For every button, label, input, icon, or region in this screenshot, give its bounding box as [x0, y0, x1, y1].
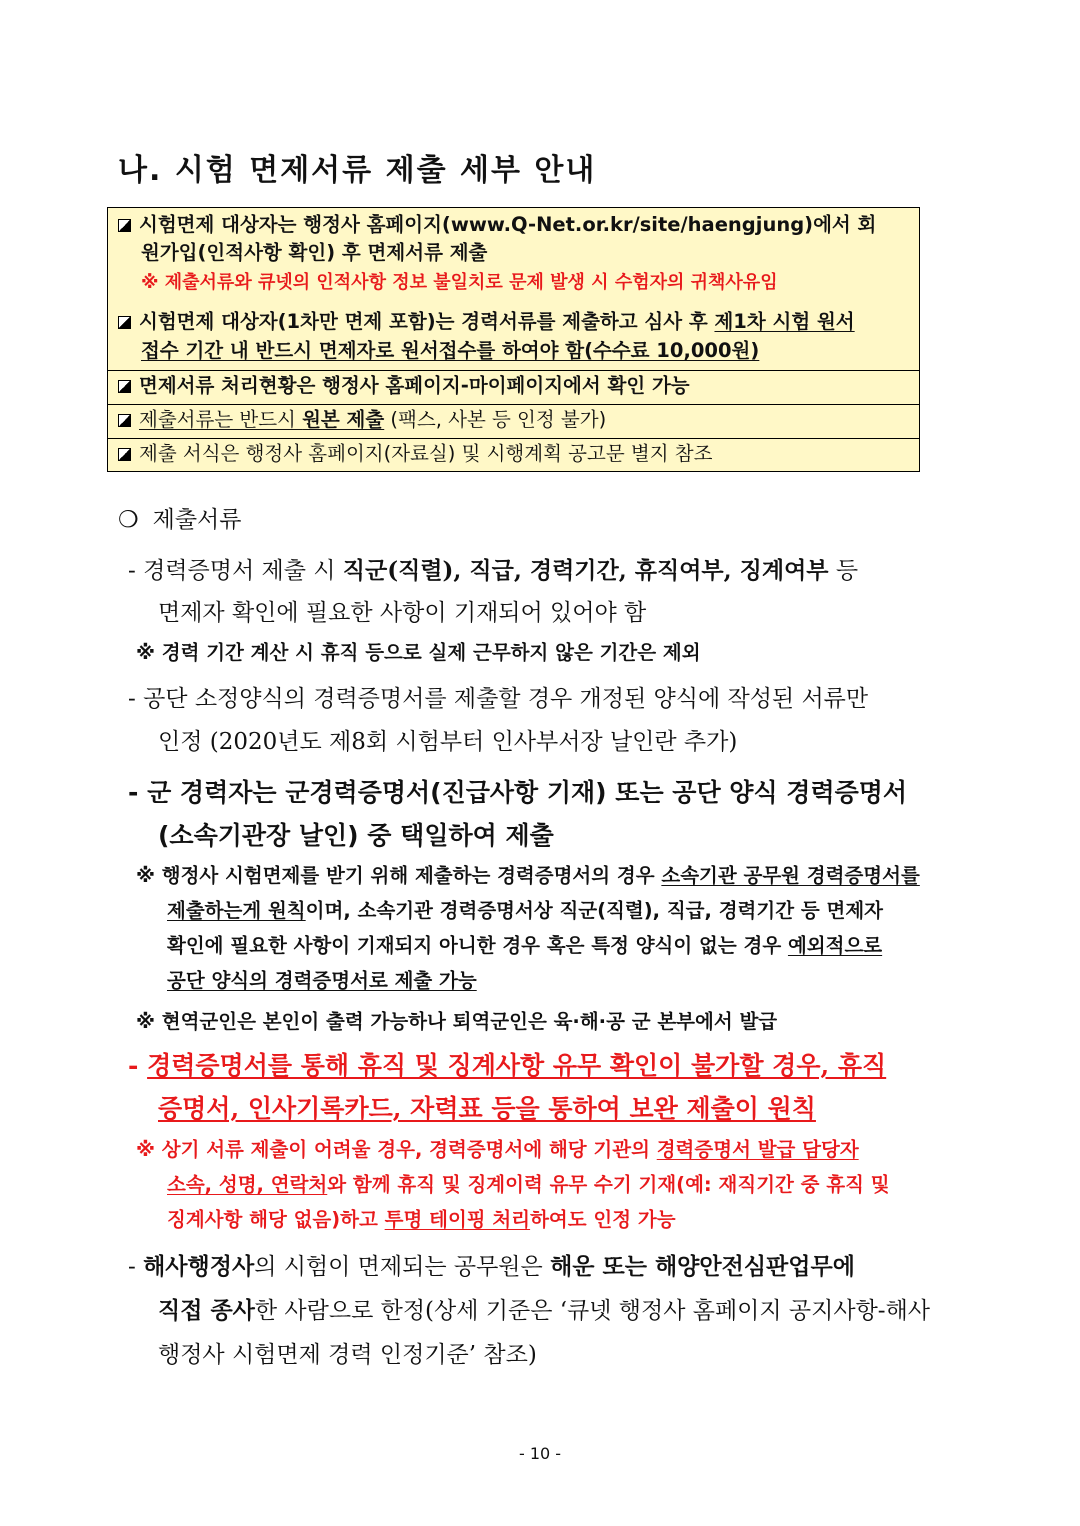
note-2-line-1: ※ 행정사 시험면제를 받기 위해 제출하는 경력증명서의 경우 소속기관 공무원 경력증명서를 [136, 864, 920, 887]
checkbox-square-icon [118, 380, 131, 393]
item-5-line-3: 행정사 시험면제 경력 인정기준’ 참조) [158, 1342, 537, 1368]
divider [108, 438, 919, 439]
section-title: 나. 시험 면제서류 제출 세부 안내 [118, 153, 597, 188]
notice-warning: ※ 제출서류와 큐넷의 인적사항 정보 불일치로 문제 발생 시 수험자의 귀책사유임 [141, 272, 778, 293]
note-2-line-4: 공단 양식의 경력증명서로 제출 가능 [167, 969, 477, 992]
item-5-line-2: 직접 종사한 사람으로 한정(상세 기준은 ‘큐넷 행정사 홈페이지 공지사항-해사 [158, 1297, 931, 1324]
note-2-line-2: 제출하는게 원칙이며, 소속기관 경력증명서상 직군(직렬), 직급, 경력기간 등 면제자 [167, 899, 883, 922]
note-4-line-3: 징계사항 해당 없음)하고 투명 테이핑 처리하여도 인정 가능 [167, 1208, 676, 1231]
checkbox-square-icon [118, 219, 131, 232]
notice-item-1: 시험면제 대상자는 행정사 홈페이지(www.Q-Net.or.kr/site/haengjung)에서 회 [118, 212, 876, 238]
notice-box [107, 207, 920, 472]
item-2-line-2: 인정 (2020년도 제8회 시험부터 인사부서장 날인란 추가) [158, 729, 738, 755]
checkbox-square-icon [118, 448, 131, 461]
circle-bullet-icon: ❍ [118, 507, 139, 533]
item-1-line-2: 면제자 확인에 필요한 사항이 기재되어 있어야 함 [158, 600, 647, 626]
note-4-line-1: ※ 상기 서류 제출이 어려울 경우, 경력증명서에 해당 기관의 경력증명서 발급 담당자 [136, 1138, 859, 1161]
notice-item-2-cont: 접수 기간 내 반드시 면제자로 원서접수를 하여야 함(수수료 10,000원) [141, 339, 760, 362]
subsection-heading: ❍ 제출서류 [118, 507, 242, 533]
item-2-line-1: - 공단 소정양식의 경력증명서를 제출할 경우 개정된 양식에 작성된 서류만 [128, 686, 869, 712]
note-2-line-3: 확인에 필요한 사항이 기재되지 아니한 경우 혹은 특정 양식이 없는 경우 예외적으로 [167, 934, 883, 957]
checkbox-square-icon [118, 414, 131, 427]
notice-item-5: 제출 서식은 행정사 홈페이지(자료실) 및 시행계획 공고문 별지 참조 [118, 441, 712, 467]
item-4-line-1: - 경력증명서를 통해 휴직 및 징계사항 유무 확인이 불가할 경우, 휴직 [128, 1051, 887, 1080]
item-3-line-2: (소속기관장 날인) 중 택일하여 제출 [158, 821, 554, 850]
note-3: ※ 현역군인은 본인이 출력 가능하나 퇴역군인은 육·해·공 군 본부에서 발급 [136, 1010, 778, 1033]
page-number: - 10 - [518, 1444, 562, 1463]
divider [108, 404, 919, 405]
notice-item-3: 면제서류 처리현황은 행정사 홈페이지-마이페이지에서 확인 가능 [118, 373, 690, 399]
checkbox-square-icon [118, 316, 131, 329]
notice-item-1-cont: 원가입(인적사항 확인) 후 면제서류 제출 [141, 241, 488, 264]
item-5-line-1: - 해사행정사의 시험이 면제되는 공무원은 해운 또는 해양안전심판업무에 [128, 1253, 855, 1280]
notice-item-2: 시험면제 대상자(1차만 면제 포함)는 경력서류를 제출하고 심사 후 제1차 시험 원서 [118, 309, 855, 335]
item-4-line-2: 증명서, 인사기록카드, 자력표 등을 통하여 보완 제출이 원칙 [158, 1094, 816, 1123]
item-1-line-1: - 경력증명서 제출 시 직군(직렬), 직급, 경력기간, 휴직여부, 징계여부 등 [128, 557, 859, 584]
notice-item-4: 제출서류는 반드시 원본 제출 (팩스, 사본 등 인정 불가) [118, 407, 606, 433]
divider [108, 370, 919, 371]
item-3-line-1: - 군 경력자는 군경력증명서(진급사항 기재) 또는 공단 양식 경력증명서 [128, 778, 908, 807]
note-1: ※ 경력 기간 계산 시 휴직 등으로 실제 근무하지 않은 기간은 제외 [136, 641, 701, 664]
note-4-line-2: 소속, 성명, 연락처와 함께 휴직 및 징계이력 유무 수기 기재(예: 재직기간 중 휴직 및 [167, 1173, 890, 1196]
